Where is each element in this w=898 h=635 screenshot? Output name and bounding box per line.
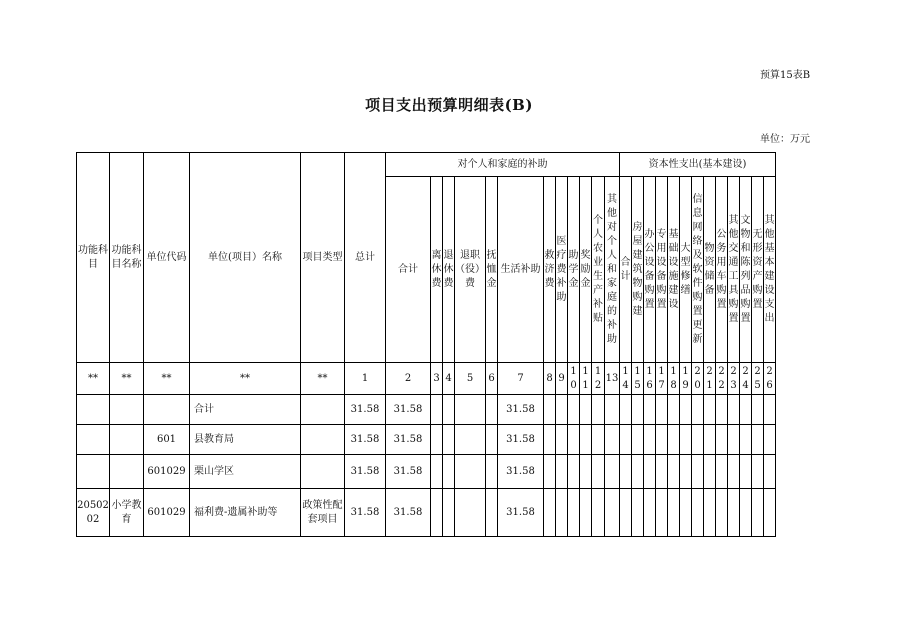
table-row	[77, 425, 776, 455]
index-cell: 20	[692, 363, 704, 395]
empty-cell	[752, 455, 764, 489]
project-type-cell	[301, 395, 345, 425]
capital-col-8: 物资储备	[704, 177, 716, 363]
unit-code-cell: 601029	[144, 455, 190, 489]
empty-cell	[764, 489, 776, 537]
family-col-3: 退休费	[443, 177, 455, 363]
family-col-4: 退职（役）费	[455, 177, 486, 363]
unit-label: 单位：万元	[760, 134, 810, 145]
index-cell: 9	[556, 363, 568, 395]
empty-cell	[605, 395, 620, 425]
empty-cell	[656, 455, 668, 489]
index-cell: 6	[486, 363, 498, 395]
empty-cell	[644, 455, 656, 489]
empty-cell	[580, 425, 592, 455]
table-row	[77, 395, 776, 425]
empty-cell	[644, 425, 656, 455]
family-col-12: 其他对个人和家庭的补助	[605, 177, 620, 363]
empty-cell	[556, 455, 568, 489]
empty-cell	[455, 425, 486, 455]
index-cell: 3	[431, 363, 443, 395]
empty-cell	[568, 489, 580, 537]
living-subsidy-cell: 31.58	[498, 425, 544, 455]
unit-name-cell: 福利费-遗属补助等	[190, 489, 301, 537]
empty-cell	[728, 489, 740, 537]
capital-col-1: 合计	[620, 177, 632, 363]
index-cell: **	[144, 363, 190, 395]
empty-cell	[580, 489, 592, 537]
family-col-8: 医疗费补助	[556, 177, 568, 363]
index-cell: 1	[345, 363, 386, 395]
capital-col-7: 信息网络及软件购置更新	[692, 177, 704, 363]
index-cell: 24	[740, 363, 752, 395]
empty-cell	[656, 425, 668, 455]
family-col-11: 个人农业生产补贴	[592, 177, 605, 363]
empty-cell	[431, 489, 443, 537]
table-row	[77, 455, 776, 489]
empty-cell	[431, 425, 443, 455]
family-total-cell: 31.58	[386, 455, 431, 489]
empty-cell	[605, 455, 620, 489]
family-col-7: 救济费	[544, 177, 556, 363]
living-subsidy-cell: 31.58	[498, 455, 544, 489]
index-cell: **	[301, 363, 345, 395]
empty-cell	[764, 425, 776, 455]
empty-cell	[455, 455, 486, 489]
empty-cell	[605, 489, 620, 537]
table-row	[77, 489, 776, 537]
empty-cell	[431, 395, 443, 425]
empty-cell	[443, 455, 455, 489]
empty-cell	[620, 489, 632, 537]
family-col-10: 奖励金	[580, 177, 592, 363]
empty-cell	[668, 425, 680, 455]
capital-col-9: 公务用车购置	[716, 177, 728, 363]
empty-cell	[568, 425, 580, 455]
living-subsidy-cell: 31.58	[498, 395, 544, 425]
unit-code-cell: 601029	[144, 489, 190, 537]
empty-cell	[680, 425, 692, 455]
empty-cell	[486, 395, 498, 425]
index-cell: 17	[656, 363, 668, 395]
header-project-type: 项目类型	[301, 153, 345, 363]
empty-cell	[668, 489, 680, 537]
func-name-cell	[110, 425, 144, 455]
empty-cell	[740, 455, 752, 489]
empty-cell	[668, 455, 680, 489]
empty-cell	[556, 425, 568, 455]
index-cell: 10	[568, 363, 580, 395]
empty-cell	[568, 395, 580, 425]
index-cell: 21	[704, 363, 716, 395]
empty-cell	[486, 489, 498, 537]
index-cell: 11	[580, 363, 592, 395]
total-cell: 31.58	[345, 425, 386, 455]
empty-cell	[605, 425, 620, 455]
family-col-1: 合计	[386, 177, 431, 363]
empty-cell	[568, 455, 580, 489]
index-cell: 13	[605, 363, 620, 395]
empty-cell	[620, 425, 632, 455]
header-func-code: 功能科目	[77, 153, 110, 363]
func-code-cell	[77, 455, 110, 489]
unit-name-cell: 县教育局	[190, 425, 301, 455]
header-func-name: 功能科目名称	[110, 153, 144, 363]
project-type-cell	[301, 455, 345, 489]
index-row	[77, 363, 776, 395]
capital-col-13: 其他基本建设支出	[764, 177, 776, 363]
empty-cell	[544, 455, 556, 489]
capital-col-5: 基础设施建设	[668, 177, 680, 363]
empty-cell	[740, 489, 752, 537]
family-col-6: 生活补助	[498, 177, 544, 363]
empty-cell	[632, 425, 644, 455]
empty-cell	[764, 455, 776, 489]
index-cell: 16	[644, 363, 656, 395]
index-cell: 7	[498, 363, 544, 395]
empty-cell	[486, 425, 498, 455]
table-number-label: 预算15表B	[760, 70, 811, 81]
empty-cell	[728, 395, 740, 425]
capital-col-11: 文物和陈列品购置	[740, 177, 752, 363]
empty-cell	[692, 489, 704, 537]
empty-cell	[692, 395, 704, 425]
empty-cell	[740, 425, 752, 455]
empty-cell	[592, 455, 605, 489]
empty-cell	[704, 489, 716, 537]
empty-cell	[455, 489, 486, 537]
empty-cell	[680, 395, 692, 425]
family-col-2: 离休费	[431, 177, 443, 363]
empty-cell	[644, 395, 656, 425]
header-group-capital: 资本性支出(基本建设)	[620, 153, 776, 177]
unit-code-cell: 601	[144, 425, 190, 455]
func-name-cell	[110, 395, 144, 425]
index-cell: **	[77, 363, 110, 395]
empty-cell	[580, 455, 592, 489]
empty-cell	[656, 395, 668, 425]
empty-cell	[556, 489, 568, 537]
empty-cell	[680, 489, 692, 537]
func-name-cell: 小学教育	[110, 489, 144, 537]
unit-code-cell	[144, 395, 190, 425]
header-unit-name: 单位(项目）名称	[190, 153, 301, 363]
empty-cell	[716, 425, 728, 455]
project-type-cell: 政策性配套项目	[301, 489, 345, 537]
empty-cell	[668, 395, 680, 425]
empty-cell	[620, 455, 632, 489]
index-cell: 23	[728, 363, 740, 395]
func-code-cell: 2050202	[77, 489, 110, 537]
index-cell: 18	[668, 363, 680, 395]
empty-cell	[632, 455, 644, 489]
family-col-5: 抚恤金	[486, 177, 498, 363]
unit-name-cell: 合计	[190, 395, 301, 425]
empty-cell	[455, 395, 486, 425]
empty-cell	[486, 455, 498, 489]
index-cell: 5	[455, 363, 486, 395]
index-cell: 4	[443, 363, 455, 395]
empty-cell	[544, 489, 556, 537]
empty-cell	[632, 395, 644, 425]
capital-col-3: 办公设备购置	[644, 177, 656, 363]
empty-cell	[656, 489, 668, 537]
capital-col-10: 其他交通工具购置	[728, 177, 740, 363]
empty-cell	[632, 489, 644, 537]
empty-cell	[620, 395, 632, 425]
family-total-cell: 31.58	[386, 425, 431, 455]
empty-cell	[680, 455, 692, 489]
index-cell: **	[190, 363, 301, 395]
capital-col-6: 大型修缮	[680, 177, 692, 363]
empty-cell	[716, 455, 728, 489]
index-cell: 22	[716, 363, 728, 395]
empty-cell	[764, 395, 776, 425]
family-col-9: 助学金	[568, 177, 580, 363]
total-cell: 31.58	[345, 395, 386, 425]
total-cell: 31.58	[345, 489, 386, 537]
empty-cell	[431, 455, 443, 489]
family-total-cell: 31.58	[386, 489, 431, 537]
empty-cell	[592, 489, 605, 537]
header-unit-code: 单位代码	[144, 153, 190, 363]
index-cell: **	[110, 363, 144, 395]
empty-cell	[716, 395, 728, 425]
empty-cell	[592, 395, 605, 425]
budget-table	[76, 152, 776, 537]
empty-cell	[728, 425, 740, 455]
index-cell: 15	[632, 363, 644, 395]
index-cell: 12	[592, 363, 605, 395]
empty-cell	[728, 455, 740, 489]
empty-cell	[704, 395, 716, 425]
empty-cell	[443, 489, 455, 537]
empty-cell	[544, 395, 556, 425]
total-cell: 31.58	[345, 455, 386, 489]
capital-col-4: 专用设备购置	[656, 177, 668, 363]
index-cell: 26	[764, 363, 776, 395]
empty-cell	[692, 425, 704, 455]
index-cell: 19	[680, 363, 692, 395]
index-cell: 25	[752, 363, 764, 395]
func-name-cell	[110, 455, 144, 489]
empty-cell	[740, 395, 752, 425]
func-code-cell	[77, 425, 110, 455]
index-cell: 2	[386, 363, 431, 395]
empty-cell	[752, 489, 764, 537]
empty-cell	[443, 425, 455, 455]
capital-col-2: 房屋建筑物购建	[632, 177, 644, 363]
header-total: 总计	[345, 153, 386, 363]
empty-cell	[716, 489, 728, 537]
empty-cell	[544, 425, 556, 455]
empty-cell	[704, 455, 716, 489]
empty-cell	[692, 455, 704, 489]
empty-cell	[556, 395, 568, 425]
func-code-cell	[77, 395, 110, 425]
index-cell: 8	[544, 363, 556, 395]
living-subsidy-cell: 31.58	[498, 489, 544, 537]
empty-cell	[443, 395, 455, 425]
empty-cell	[644, 489, 656, 537]
project-type-cell	[301, 425, 345, 455]
index-cell: 14	[620, 363, 632, 395]
unit-name-cell: 栗山学区	[190, 455, 301, 489]
empty-cell	[752, 395, 764, 425]
empty-cell	[704, 425, 716, 455]
empty-cell	[752, 425, 764, 455]
page-title: 项目支出预算明细表(B)	[365, 96, 533, 114]
family-total-cell: 31.58	[386, 395, 431, 425]
header-group-family: 对个人和家庭的补助	[386, 153, 620, 177]
capital-col-12: 无形资产购置	[752, 177, 764, 363]
empty-cell	[592, 425, 605, 455]
empty-cell	[580, 395, 592, 425]
